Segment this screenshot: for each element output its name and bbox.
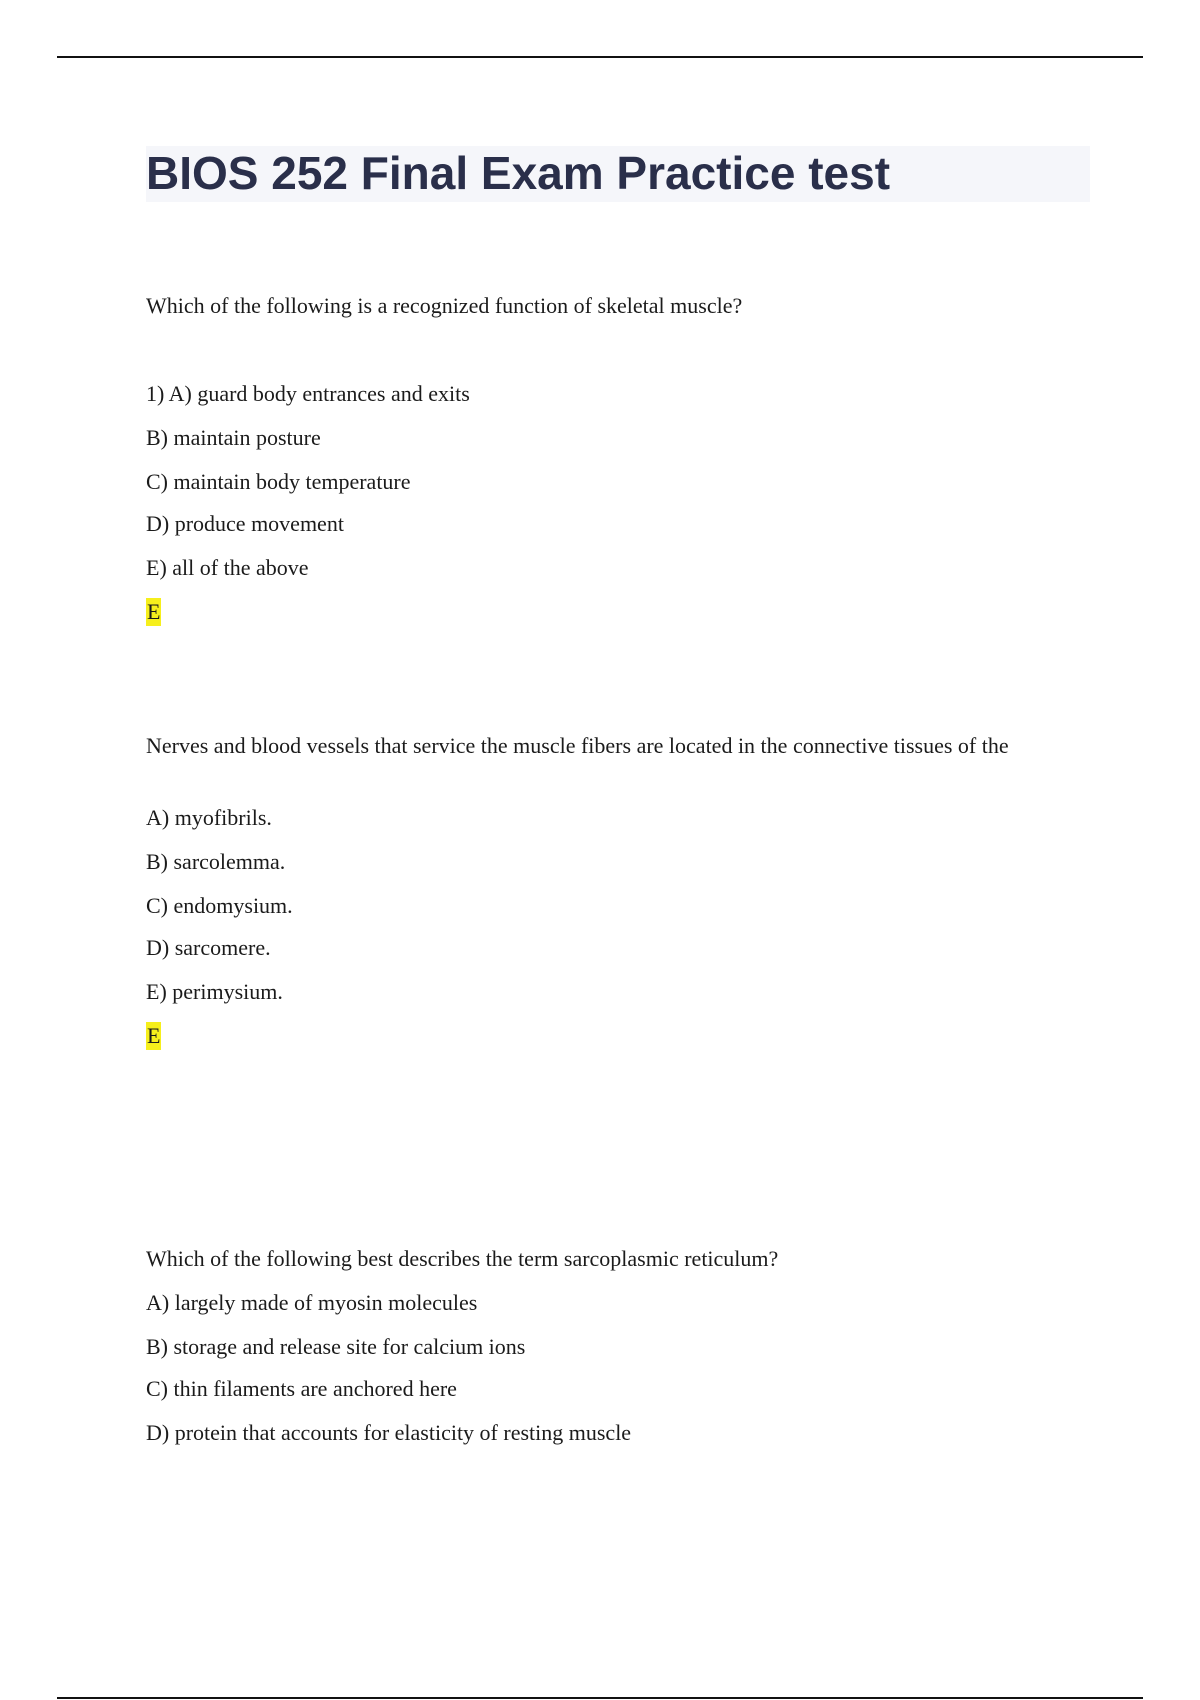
option-item: B) sarcolemma. bbox=[146, 849, 286, 874]
option-list-2 bbox=[146, 804, 1076, 1050]
option-item: A) myofibrils. bbox=[146, 805, 272, 830]
option-item: E) perimysium. bbox=[146, 979, 283, 1004]
option-item: 1) A) guard body entrances and exits bbox=[146, 381, 470, 406]
question-text: Which of the following is a recognized function of skeletal muscle? bbox=[146, 293, 743, 318]
footer-rule bbox=[57, 1697, 1143, 1699]
option-item: C) maintain body temperature bbox=[146, 469, 411, 494]
question-text: Which of the following best describes the term sarcoplasmic reticulum? bbox=[146, 1246, 779, 1271]
option-item: B) storage and release site for calcium ions bbox=[146, 1334, 526, 1359]
question-text: Nerves and blood vessels that service the muscle fibers are located in the connective tissues of the bbox=[146, 733, 1009, 758]
question-block-3 bbox=[146, 1245, 1076, 1273]
option-list-1 bbox=[146, 380, 1076, 626]
option-item: C) thin filaments are anchored here bbox=[146, 1376, 457, 1401]
document-title: BIOS 252 Final Exam Practice test bbox=[146, 147, 891, 199]
option-list-3 bbox=[146, 1289, 1076, 1447]
option-item: D) protein that accounts for elasticity of resting muscle bbox=[146, 1420, 632, 1445]
option-item: C) endomysium. bbox=[146, 893, 293, 918]
header-rule bbox=[57, 56, 1143, 58]
answer-highlight: E bbox=[147, 1023, 161, 1048]
option-item: A) largely made of myosin molecules bbox=[146, 1290, 478, 1315]
question-block-1 bbox=[146, 292, 1076, 320]
answer-highlight: E bbox=[147, 599, 161, 624]
option-item: B) maintain posture bbox=[146, 425, 321, 450]
option-item: E) all of the above bbox=[146, 555, 309, 580]
question-block-2 bbox=[146, 732, 1076, 760]
option-item: D) sarcomere. bbox=[146, 935, 271, 960]
option-item: D) produce movement bbox=[146, 511, 344, 536]
